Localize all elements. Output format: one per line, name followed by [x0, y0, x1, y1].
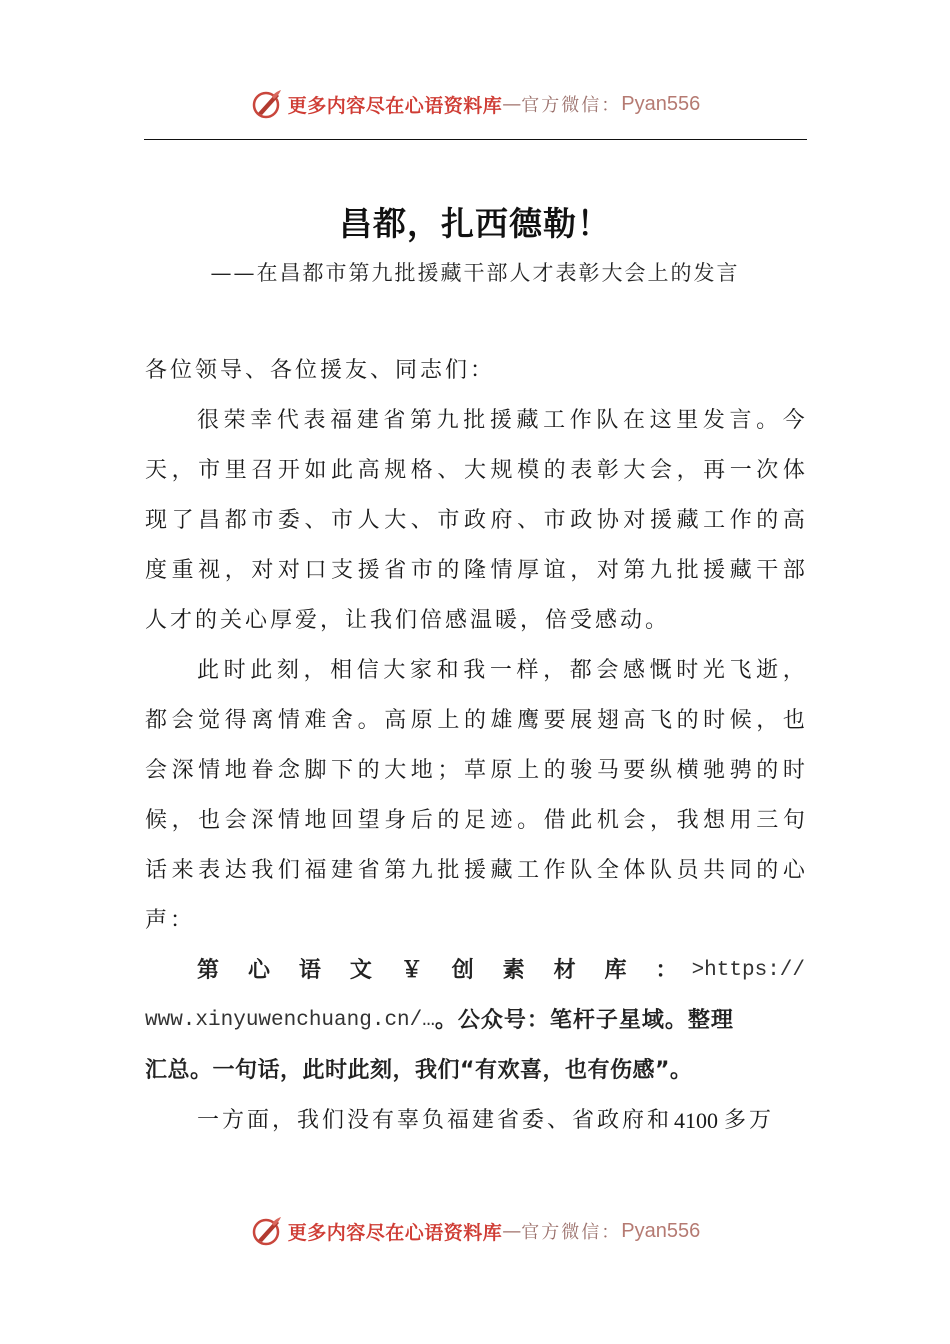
document-subtitle: ——在昌都市第九批援藏干部人才表彰大会上的发言	[210, 261, 740, 285]
quill-logo-icon	[250, 1214, 284, 1248]
text-line: 都 会 觉 得 离 情 难 舍 。 高 原 上 的 雄 鹰 要 展 翅 高 飞 的 时 候 ， 也	[145, 708, 805, 733]
watermark-line	[145, 1046, 805, 1096]
header-handle: Pyan556	[621, 92, 701, 115]
text-line: 此 时 此 刻 ， 相 信 大 家 和 我 一 样 ， 都 会 感 慨 时 光 飞 逝 ，	[197, 658, 805, 683]
header-sub-label: 官方微信：	[521, 95, 622, 116]
document-title: 昌都，扎西德勒！	[339, 204, 611, 243]
text-line: 人才的关心厚爱，让我们倍感温暖，倍受感动。	[145, 608, 671, 633]
watermark-text: 汇总。一句话，此时此刻，我们“有欢喜，也有伤感”。	[145, 1058, 693, 1083]
text-line: 声：	[145, 908, 196, 933]
watermark-line	[145, 996, 805, 1046]
header-brand	[0, 84, 950, 124]
watermark-label: 第 心 语 文 ￥ 创 素 材 库 ：	[197, 958, 678, 983]
header-brand-text: 更多内容尽在心语资料库	[287, 94, 503, 117]
text-line: 很 荣 幸 代 表 福 建 省 第 九 批 援 藏 工 作 队 在 这 里 发 言 。 今	[197, 408, 805, 433]
text-line: 会 深 情 地 眷 念 脚 下 的 大 地 ； 草 原 上 的 骏 马 要 纵 横 驰 骋 的 时	[145, 758, 805, 783]
watermark-link[interactable]: >https://	[691, 959, 805, 982]
salutation: 各位领导、各位援友、同志们：	[145, 358, 496, 383]
footer-sub-label: 官方微信：	[521, 1222, 622, 1243]
quill-logo-icon	[250, 87, 284, 121]
text-line: 天 ， 市 里 召 开 如 此 高 规 格 、 大 规 模 的 表 彰 大 会 ， 再 一 次 体	[145, 458, 805, 483]
document-body	[145, 346, 805, 1146]
watermark-line	[145, 946, 805, 996]
header-dash: —	[502, 93, 522, 115]
text-line: 一方面，我们没有辜负福建省委、省政府和 4100 多万	[197, 1108, 775, 1133]
footer-brand-text: 更多内容尽在心语资料库	[287, 1221, 503, 1244]
text-line: 候 ， 也 会 深 情 地 回 望 身 后 的 足 迹 。 借 此 机 会 ， 我 想 用 三 句	[145, 808, 805, 833]
text-line: 度 重 视 ， 对 对 口 支 援 省 市 的 隆 情 厚 谊 ， 对 第 九 批 援 藏 干 部	[145, 558, 805, 583]
footer-dash: —	[502, 1220, 522, 1242]
watermark-text: 。公众号：笔杆子星域。整理	[434, 1008, 734, 1033]
header-divider	[144, 139, 807, 140]
watermark-link-cont[interactable]: www.xinyuwenchuang.cn/…	[145, 1009, 435, 1032]
text-line: 话 来 表 达 我 们 福 建 省 第 九 批 援 藏 工 作 队 全 体 队 员 共 同 的 心	[145, 858, 805, 883]
text-line: 现 了 昌 都 市 委 、 市 人 大 、 市 政 府 、 市 政 协 对 援 藏 工 作 的 高	[145, 508, 805, 533]
footer-brand	[0, 1211, 950, 1251]
footer-handle: Pyan556	[621, 1219, 701, 1242]
